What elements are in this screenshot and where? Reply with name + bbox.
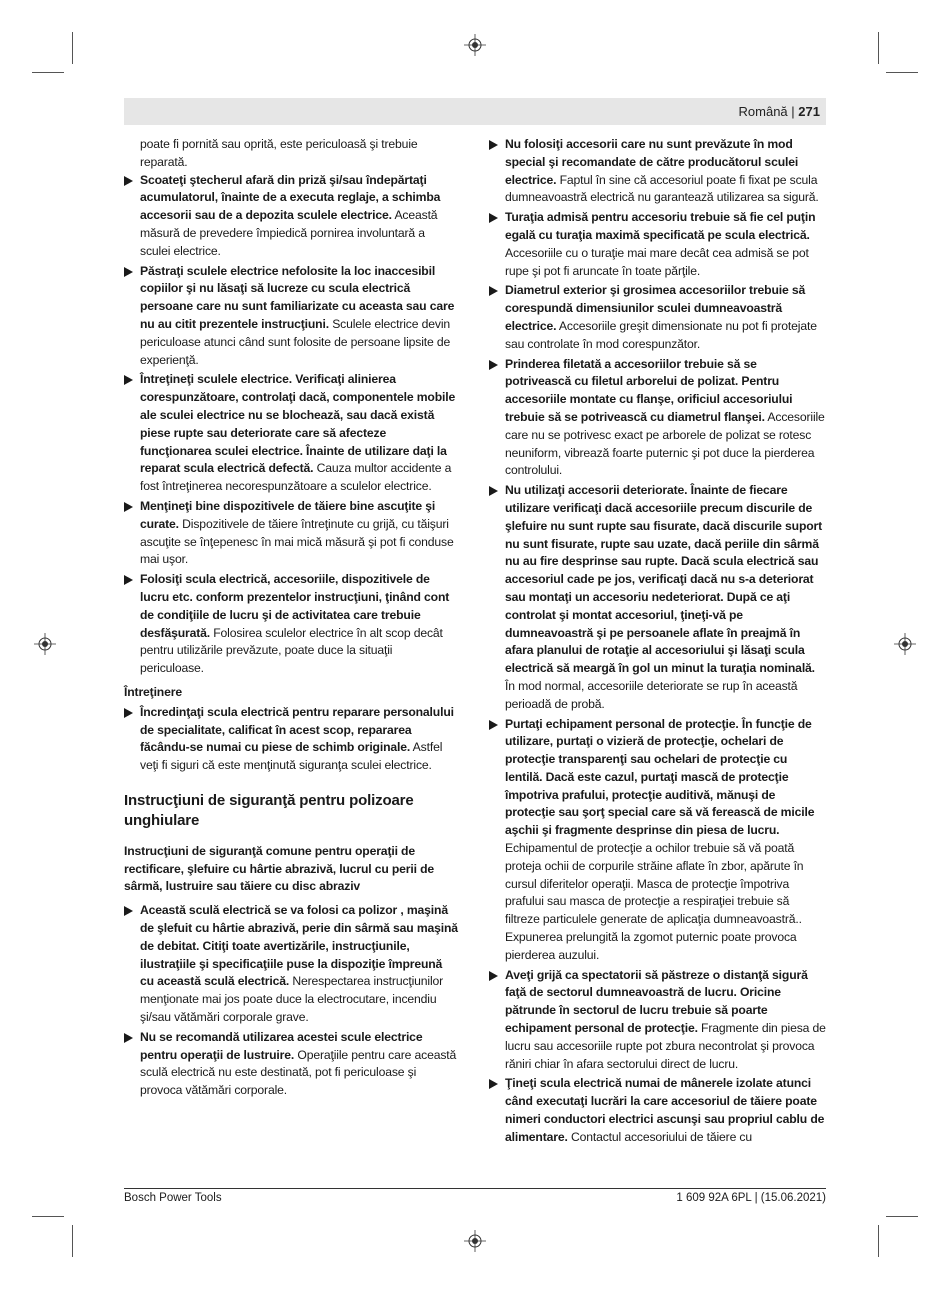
crop-mark xyxy=(72,1225,73,1257)
crop-mark xyxy=(886,72,918,73)
warning-normal-text: Echipamentul de protecţie a ochilor trebuie să vă poată proteja ochii de corpurile străine aflate în zbor, apărute în cursul diferitelor operaţii. Masca de protecţie împotriva prafului sau masca de protecţie a respiraţiei trebuie să filtreze particulele generate de aplicaţia dumneavoastră.. Expunerea prelungită la zgomot puternic poate provoca pierderea auzului. xyxy=(505,841,804,962)
section-items-list xyxy=(124,902,458,1100)
warning-bold-text: Păstraţi sculele electrice nefolosite la loc inaccesibil copiilor şi nu lăsaţi să lucreze cu scula electrică persoane care nu sunt familiarizate cu aceasta sau care nu au citit prezentele instrucţiuni. xyxy=(140,263,455,331)
warning-normal-text: Nerespectarea instrucţiunilor menţionate mai jos poate duce la electrocutare, incendiu şi/sau vătămări corporale grave. xyxy=(140,974,444,1025)
bullet-triangle-icon xyxy=(124,906,133,916)
warning-item xyxy=(124,902,458,1027)
bullet-triangle-icon xyxy=(489,360,498,370)
warning-normal-text: Astfel veţi fi siguri că este menţinută siguranţa sculei electrice. xyxy=(140,740,443,773)
warning-item xyxy=(124,1029,458,1100)
warning-normal-text: Accesoriile greşit dimensionate nu pot fi protejate sau controlate în mod corespunzător. xyxy=(505,318,817,351)
footer-brand: Bosch Power Tools xyxy=(124,1192,222,1204)
warning-normal-text: Operaţiile pentru care această sculă electrică nu este destinată, pot fi periculoase şi provoca vătămări corporale. xyxy=(140,1047,457,1098)
warning-bold-text: Purtaţi echipament personal de protecţie. În funcţie de utilizare, purtaţi o vizieră de protecţie, ochelari de protecţie transparenţi sau ochelari de protecţie cu lentilă. Dacă este cazul, purtaţi mască de protecţie împotriva prafului, protecţie auditivă, mănuşi de protecţie sau şorţ special care să vă ferească de micile aşchii şi fragmente desprinse din piesa de lucru. xyxy=(505,716,815,838)
bullet-triangle-icon xyxy=(489,140,498,150)
warning-item xyxy=(124,172,458,261)
warning-item xyxy=(489,716,826,965)
subsection-heading: Instrucţiuni de siguranţă comune pentru operaţii de rectificare, şlefuire cu hârtie abrazivă, lucrul cu perii de sârmă, lustruire sau tăiere cu disc abraziv xyxy=(124,843,435,894)
bullet-triangle-icon xyxy=(489,213,498,223)
header-language: Română xyxy=(738,104,788,119)
bullet-triangle-icon xyxy=(489,1079,498,1089)
crop-mark xyxy=(878,1225,879,1257)
right-column xyxy=(489,136,826,1149)
section-heading: Instrucţiuni de siguranţă pentru polizoare unghiulare xyxy=(124,791,414,829)
bullet-triangle-icon xyxy=(489,971,498,981)
warning-bold-text: Aveţi grijă ca spectatorii să păstreze o distanţă sigură faţă de sectorul dumneavoastră de lucru. Oricine pătrunde în sectorul de lucru trebuie să poarte echipament personal de protecţie. xyxy=(505,967,808,1036)
warning-item xyxy=(124,263,458,370)
crop-mark xyxy=(878,32,879,64)
warning-bold-text: Întreţineţi sculele electrice. Verificaţi alinierea corespunzătoare, controlaţi dacă, componentele mobile ale sculei electrice nu se blochează, sau dacă există piese rupte sau deteriorate care să afecteze funcţionarea sculei electrice. Înainte de utilizare daţi la reparat scula electrică defectă. xyxy=(140,372,456,476)
bullet-triangle-icon xyxy=(124,502,133,512)
warning-bold-text: Încredinţaţi scula electrică pentru reparare personalului de specialitate, calificat în acest scop, repararea făcându-se numai cu piese de schimb originale. xyxy=(140,704,454,755)
warning-normal-text: Dispozitivele de tăiere întreţinute cu grijă, cu tăişuri ascuţite se înţepenesc în mai mică măsură şi pot fi conduse mai uşor. xyxy=(140,516,454,567)
warning-normal-text: Fragmente din piesa de lucru sau accesoriile rupte pot zbura necontrolat şi provoca răniri chiar în afara sectorului direct de lucru. xyxy=(505,1021,826,1071)
bullet-triangle-icon xyxy=(489,486,498,496)
registration-mark-top-icon xyxy=(464,34,486,56)
page-header xyxy=(124,98,826,125)
warning-item xyxy=(489,967,826,1074)
warning-item xyxy=(124,371,458,496)
warning-bold-text: Folosiţi scula electrică, accesoriile, dispozitivele de lucru etc. conform prezentelor instrucţiuni, ţinând cont de condiţiile de lucru şi de activitatea care trebuie desfăşurată. xyxy=(140,572,450,640)
warning-item xyxy=(489,209,826,280)
warning-normal-text: Folosirea sculelor electrice în alt scop decât pentru utilizările prevăzute, poate duce la situaţii periculoase. xyxy=(140,625,443,676)
warning-bold-text: Diametrul exterior şi grosimea accesoriilor trebuie să corespundă dimensiunilor sculei dumneavoastră electrice. xyxy=(505,283,806,333)
bullet-triangle-icon xyxy=(124,575,133,585)
warning-item xyxy=(489,136,826,207)
bullet-triangle-icon xyxy=(124,375,133,385)
warning-bold-text: Nu folosiţi accesorii care nu sunt prevăzute în mod special şi recomandate de către producătorul sculei electrice. xyxy=(505,137,799,187)
warning-normal-text: Contactul accesoriului de tăiere cu xyxy=(567,1129,753,1144)
footer-doc-id: 1 609 92A 6PL | (15.06.2021) xyxy=(676,1192,826,1204)
crop-mark xyxy=(32,72,64,73)
header-separator: | xyxy=(791,104,795,119)
warning-normal-text: Cauza multor accidente a fost întreţinerea necorespunzătoare a sculelor electrice. xyxy=(140,461,452,494)
registration-mark-right-icon xyxy=(894,633,916,655)
warning-normal-text: În mod normal, accesoriile deteriorate se rup în această perioadă de probă. xyxy=(505,678,798,711)
crop-mark xyxy=(886,1216,918,1217)
warning-normal-text: Accesoriile cu o turaţie mai mare decât cea admisă se pot rupe şi pot fi aruncate în toate părţile. xyxy=(505,245,809,278)
warning-bold-text: Prinderea filetată a accesoriilor trebuie să se potrivească cu filetul arborelui de polizat. Pentru accesoriile montate cu flanşe, orificiul accesoriului trebuie să se potrivească cu diametrul flanşei. xyxy=(505,356,793,424)
footer-rule xyxy=(124,1188,826,1189)
warning-item xyxy=(489,482,826,713)
left-items-list xyxy=(124,172,458,678)
continuation-text: poate fi pornită sau oprită, este periculoasă şi trebuie reparată. xyxy=(140,137,418,169)
right-items-list xyxy=(489,136,826,1147)
page-number: 271 xyxy=(798,104,820,119)
warning-normal-text: Sculele electrice devin periculoase atunci când sunt folosite de persoane lipsite de experienţă. xyxy=(140,316,451,367)
warning-bold-text: Menţineţi bine dispozitivele de tăiere bine ascuţite şi curate. xyxy=(140,498,436,531)
warning-bold-text: Ţineţi scula electrică numai de mânerele izolate atunci când executaţi lucrări la care accesoriul de tăiere poate nimeri conductori electrici ascunşi sau propriul cablu de alimentare. xyxy=(505,1076,825,1144)
warning-bold-text: Nu utilizaţi accesorii deteriorate. Înainte de fiecare utilizare verificaţi dacă accesoriile precum discurile de şlefuire nu sunt rupte sau fisurate, dacă discurile suport nu sunt fisurate, rupte sau uzate, dacă periile din sârmă nu au fire desprinse sau rupte. Dacă scula electrică sau accesoriul cade pe jos, verificaţi dacă nu s-a deteriorat sau montaţi un accesoriu nedeteriorat. După ce aţi controlat şi montat accesoriul, ţineţi-vă pe dumneavoastră şi pe persoanele aflate în preajmă în afara planului de rotaţie al accesoriului şi lăsaţi scula electrică să meargă în gol un minut la turaţia nominală. xyxy=(505,483,823,676)
warning-normal-text: Faptul în sine că accesoriul poate fi fixat pe scula dumneavoastră electrică nu garantează utilizarea sa sigură. xyxy=(505,172,819,205)
bullet-triangle-icon xyxy=(489,720,498,730)
warning-normal-text: Această măsură de prevedere împiedică pornirea involuntară a sculei electrice. xyxy=(140,208,438,258)
maintenance-heading: Întreţinere xyxy=(124,684,182,699)
crop-mark xyxy=(72,32,73,64)
warning-bold-text: Nu se recomandă utilizarea acestei scule electrice pentru operaţii de lustruire. xyxy=(140,1029,423,1062)
warning-normal-text: Accesoriile care nu se potrivesc exact pe arborele de polizat se rotesc neuniform, vibrează foarte puternic şi pot duce la pierderea controlului. xyxy=(505,409,825,478)
bullet-triangle-icon xyxy=(124,267,133,277)
maintenance-items-list xyxy=(124,704,458,775)
warning-item xyxy=(489,282,826,353)
warning-item xyxy=(124,571,458,678)
registration-mark-bottom-icon xyxy=(464,1230,486,1252)
bullet-triangle-icon xyxy=(489,286,498,296)
bullet-triangle-icon xyxy=(124,708,133,718)
header-label xyxy=(739,104,820,119)
warning-item xyxy=(489,356,826,481)
warning-item xyxy=(124,498,458,569)
left-column xyxy=(124,136,458,1102)
warning-item xyxy=(124,704,458,775)
warning-bold-text: Această sculă electrică se va folosi ca polizor , maşină de şlefuit cu hârtie abrazivă, perie din sârmă sau maşină de debitat. Citiţi toate avertizările, instrucţiunile, ilustraţiile şi specificaţiile puse la dispoziţie împreună cu această sculă electrică. xyxy=(140,903,458,989)
bullet-triangle-icon xyxy=(124,176,133,186)
warning-bold-text: Scoateţi ştecherul afară din priză şi/sau îndepărtaţi acumulatorul, înainte de a executa reglaje, a schimba accesorii sau de a depozita sculele electrice. xyxy=(140,172,441,223)
crop-mark xyxy=(32,1216,64,1217)
warning-item xyxy=(489,1075,826,1146)
bullet-triangle-icon xyxy=(124,1033,133,1043)
registration-mark-left-icon xyxy=(34,633,56,655)
warning-bold-text: Turaţia admisă pentru accesoriu trebuie să fie cel puţin egală cu turaţia maximă specificată pe scula electrică. xyxy=(505,210,816,242)
